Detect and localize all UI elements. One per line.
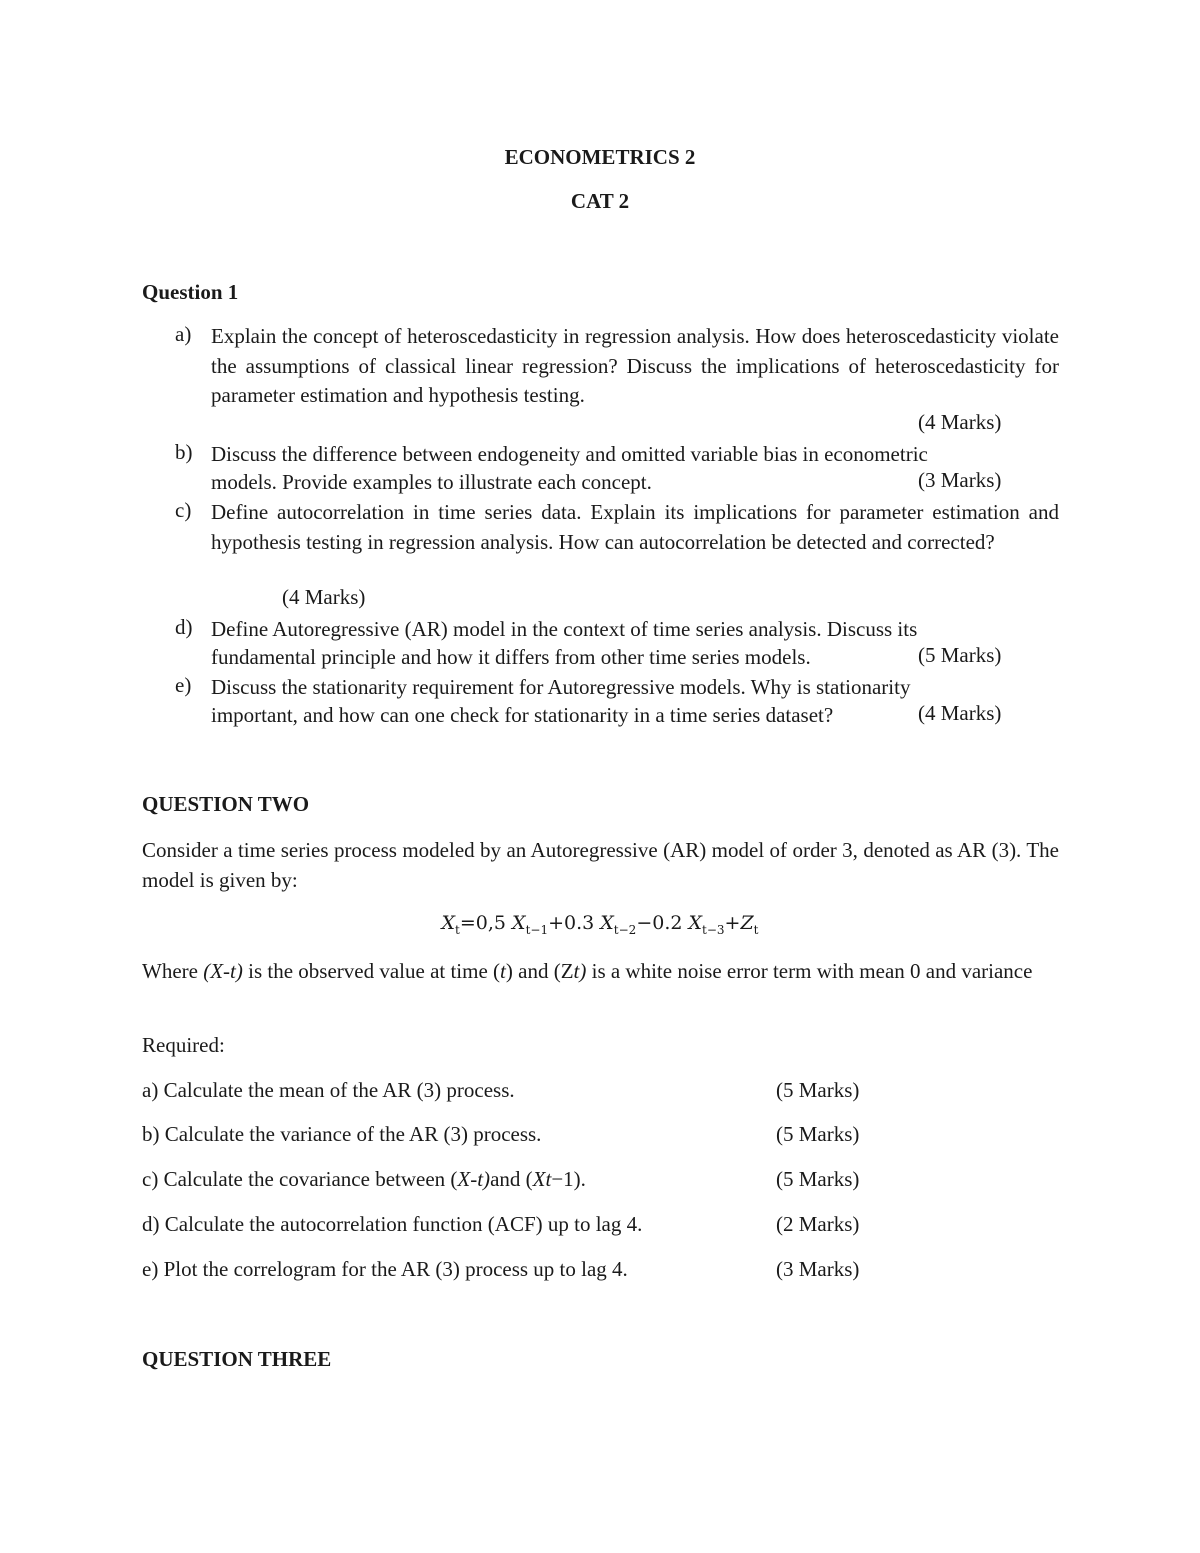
part-c-seg: and ( xyxy=(490,1167,533,1191)
question-three-heading: QUESTION THREE xyxy=(142,1347,332,1371)
part-d-marks: (2 Marks) xyxy=(776,1212,860,1236)
part-c-var: Xt xyxy=(532,1167,552,1191)
where-var-t: t xyxy=(500,959,506,983)
item-text: Explain the concept of heteroscedasticity in regression analysis. How does heteroscedasticity violate the assumptions of classical linear regression? Discuss the implications of heteroscedasticity for parameter estimation and hypothesis testing. xyxy=(211,324,1059,407)
item-text-line2: important, and how can one check for stationarity in a time series dataset? xyxy=(211,703,834,727)
item-label: a) xyxy=(175,322,192,346)
part-a-text: a) Calculate the mean of the AR (3) process. xyxy=(142,1078,515,1102)
item-label: d) xyxy=(175,615,193,639)
item-c-marks: (4 Marks) xyxy=(282,585,366,609)
item-label: c) xyxy=(175,498,192,522)
item-text-line2: fundamental principle and how it differs from other time series models. xyxy=(211,645,811,669)
part-e-text: e) Plot the correlogram for the AR (3) process up to lag 4. xyxy=(142,1257,628,1281)
item-label: e) xyxy=(175,673,192,697)
eq-noise-sub: t xyxy=(753,922,759,937)
part-d-text: d) Calculate the autocorrelation function (ACF) up to lag 4. xyxy=(142,1212,643,1236)
eq-term1-sub: t−1 xyxy=(525,922,549,937)
question-two-where xyxy=(142,957,1059,987)
part-b-text: b) Calculate the variance of the AR (3) process. xyxy=(142,1122,542,1146)
eq-term3-sub: t−3 xyxy=(702,922,725,937)
item-label: b) xyxy=(175,440,193,464)
part-c-seg: c) Calculate the covariance between ( xyxy=(142,1167,458,1191)
item-text-line1: Discuss the difference between endogeneity and omitted variable bias in econometric xyxy=(211,442,928,466)
eq-lhs-sub: t xyxy=(455,922,460,937)
item-text-line1: Discuss the stationarity requirement for Autoregressive models. Why is stationarity xyxy=(211,675,911,699)
where-var-x: (X-t) xyxy=(203,959,243,983)
item-text-line1: Define Autoregressive (AR) model in the context of time series analysis. Discuss its xyxy=(211,617,918,641)
where-var-z: t) xyxy=(573,959,587,983)
item-a-marks: (4 Marks) xyxy=(918,410,1002,434)
where-text: Where xyxy=(142,959,204,983)
where-text: is a white noise error term with mean 0 and variance xyxy=(586,959,1033,983)
question-two-intro: Consider a time series process modeled by an Autoregressive (AR) model of order 3, denoted as AR (3). The model is given by: xyxy=(142,838,1059,892)
part-c-var: X-t) xyxy=(457,1167,491,1191)
eq-equals: =0,5 xyxy=(459,912,506,934)
item-text-line2: models. Provide examples to illustrate each concept. xyxy=(211,470,652,494)
eq-term3: X xyxy=(688,912,703,934)
question-two-heading: QUESTION TWO xyxy=(142,792,310,816)
where-text: ) and (Z xyxy=(505,959,574,983)
eq-term2-sub: t−2 xyxy=(613,922,637,937)
ar3-equation xyxy=(0,912,1200,937)
question-one-heading: Question 1 xyxy=(142,280,239,304)
eq-noise: Z xyxy=(740,912,754,934)
part-e-marks: (3 Marks) xyxy=(776,1257,860,1281)
part-c-text xyxy=(142,1167,586,1192)
eq-lhs: X xyxy=(441,912,456,934)
document-title: ECONOMETRICS 2 xyxy=(504,145,696,169)
item-b-marks: (3 Marks) xyxy=(918,468,1002,492)
where-text: is the observed value at time ( xyxy=(242,959,501,983)
eq-op2: −0.2 xyxy=(636,912,683,934)
required-label: Required: xyxy=(142,1033,225,1057)
eq-op1: +0.3 xyxy=(548,912,595,934)
eq-op3: + xyxy=(724,912,741,934)
part-b-marks: (5 Marks) xyxy=(776,1122,860,1146)
eq-term2: X xyxy=(600,912,614,934)
eq-term1: X xyxy=(512,912,526,934)
document-subtitle: CAT 2 xyxy=(570,189,630,213)
part-c-marks: (5 Marks) xyxy=(776,1167,860,1191)
part-a-marks: (5 Marks) xyxy=(776,1078,860,1102)
item-e-marks: (4 Marks) xyxy=(918,701,1002,725)
part-c-seg: −1). xyxy=(551,1167,586,1191)
item-text: Define autocorrelation in time series data. Explain its implications for parameter estimation and hypothesis testing in regression analysis. How can autocorrelation be detected and corrected? xyxy=(211,500,1059,554)
item-d-marks: (5 Marks) xyxy=(918,643,1002,667)
